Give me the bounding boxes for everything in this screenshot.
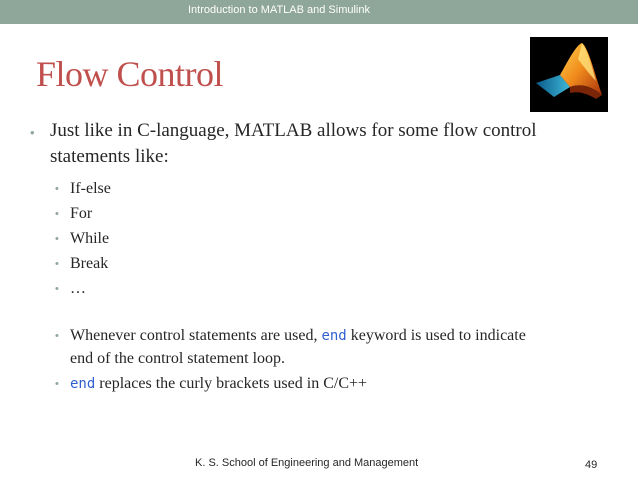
note-text: keyword is used to indicate <box>346 327 526 344</box>
list-item: For <box>70 205 93 222</box>
intro-text-line-1: Just like in C-language, MATLAB allows for some flow control <box>50 120 537 141</box>
note-text: Whenever control statements are used, <box>70 327 322 344</box>
end-keyword: end <box>70 376 96 392</box>
bullet-icon: • <box>55 378 59 390</box>
bullet-icon: • <box>55 183 59 195</box>
list-item: While <box>70 230 110 247</box>
bullet-icon: • <box>55 330 59 342</box>
note-line-3 <box>70 374 367 394</box>
end-keyword: end <box>321 328 347 344</box>
footer-institution: K. S. School of Engineering and Management <box>195 457 419 469</box>
list-item: If-else <box>70 180 111 197</box>
bullet-icon: • <box>30 125 35 140</box>
bullet-icon: • <box>55 258 59 270</box>
note-line-2: end of the control statement loop. <box>70 350 286 367</box>
note-line-1 <box>70 326 526 346</box>
bullet-icon: • <box>55 283 59 295</box>
bullet-icon: • <box>55 233 59 245</box>
slide-title: Flow Control <box>36 54 224 94</box>
intro-text-line-2: statements like: <box>50 146 169 167</box>
page-number: 49 <box>585 459 598 471</box>
list-item: … <box>70 280 86 297</box>
header-title: Introduction to MATLAB and Simulink <box>188 4 370 16</box>
bullet-icon: • <box>55 208 59 220</box>
note-text: replaces the curly brackets used in C/C++ <box>95 375 368 392</box>
list-item: Break <box>70 255 109 272</box>
